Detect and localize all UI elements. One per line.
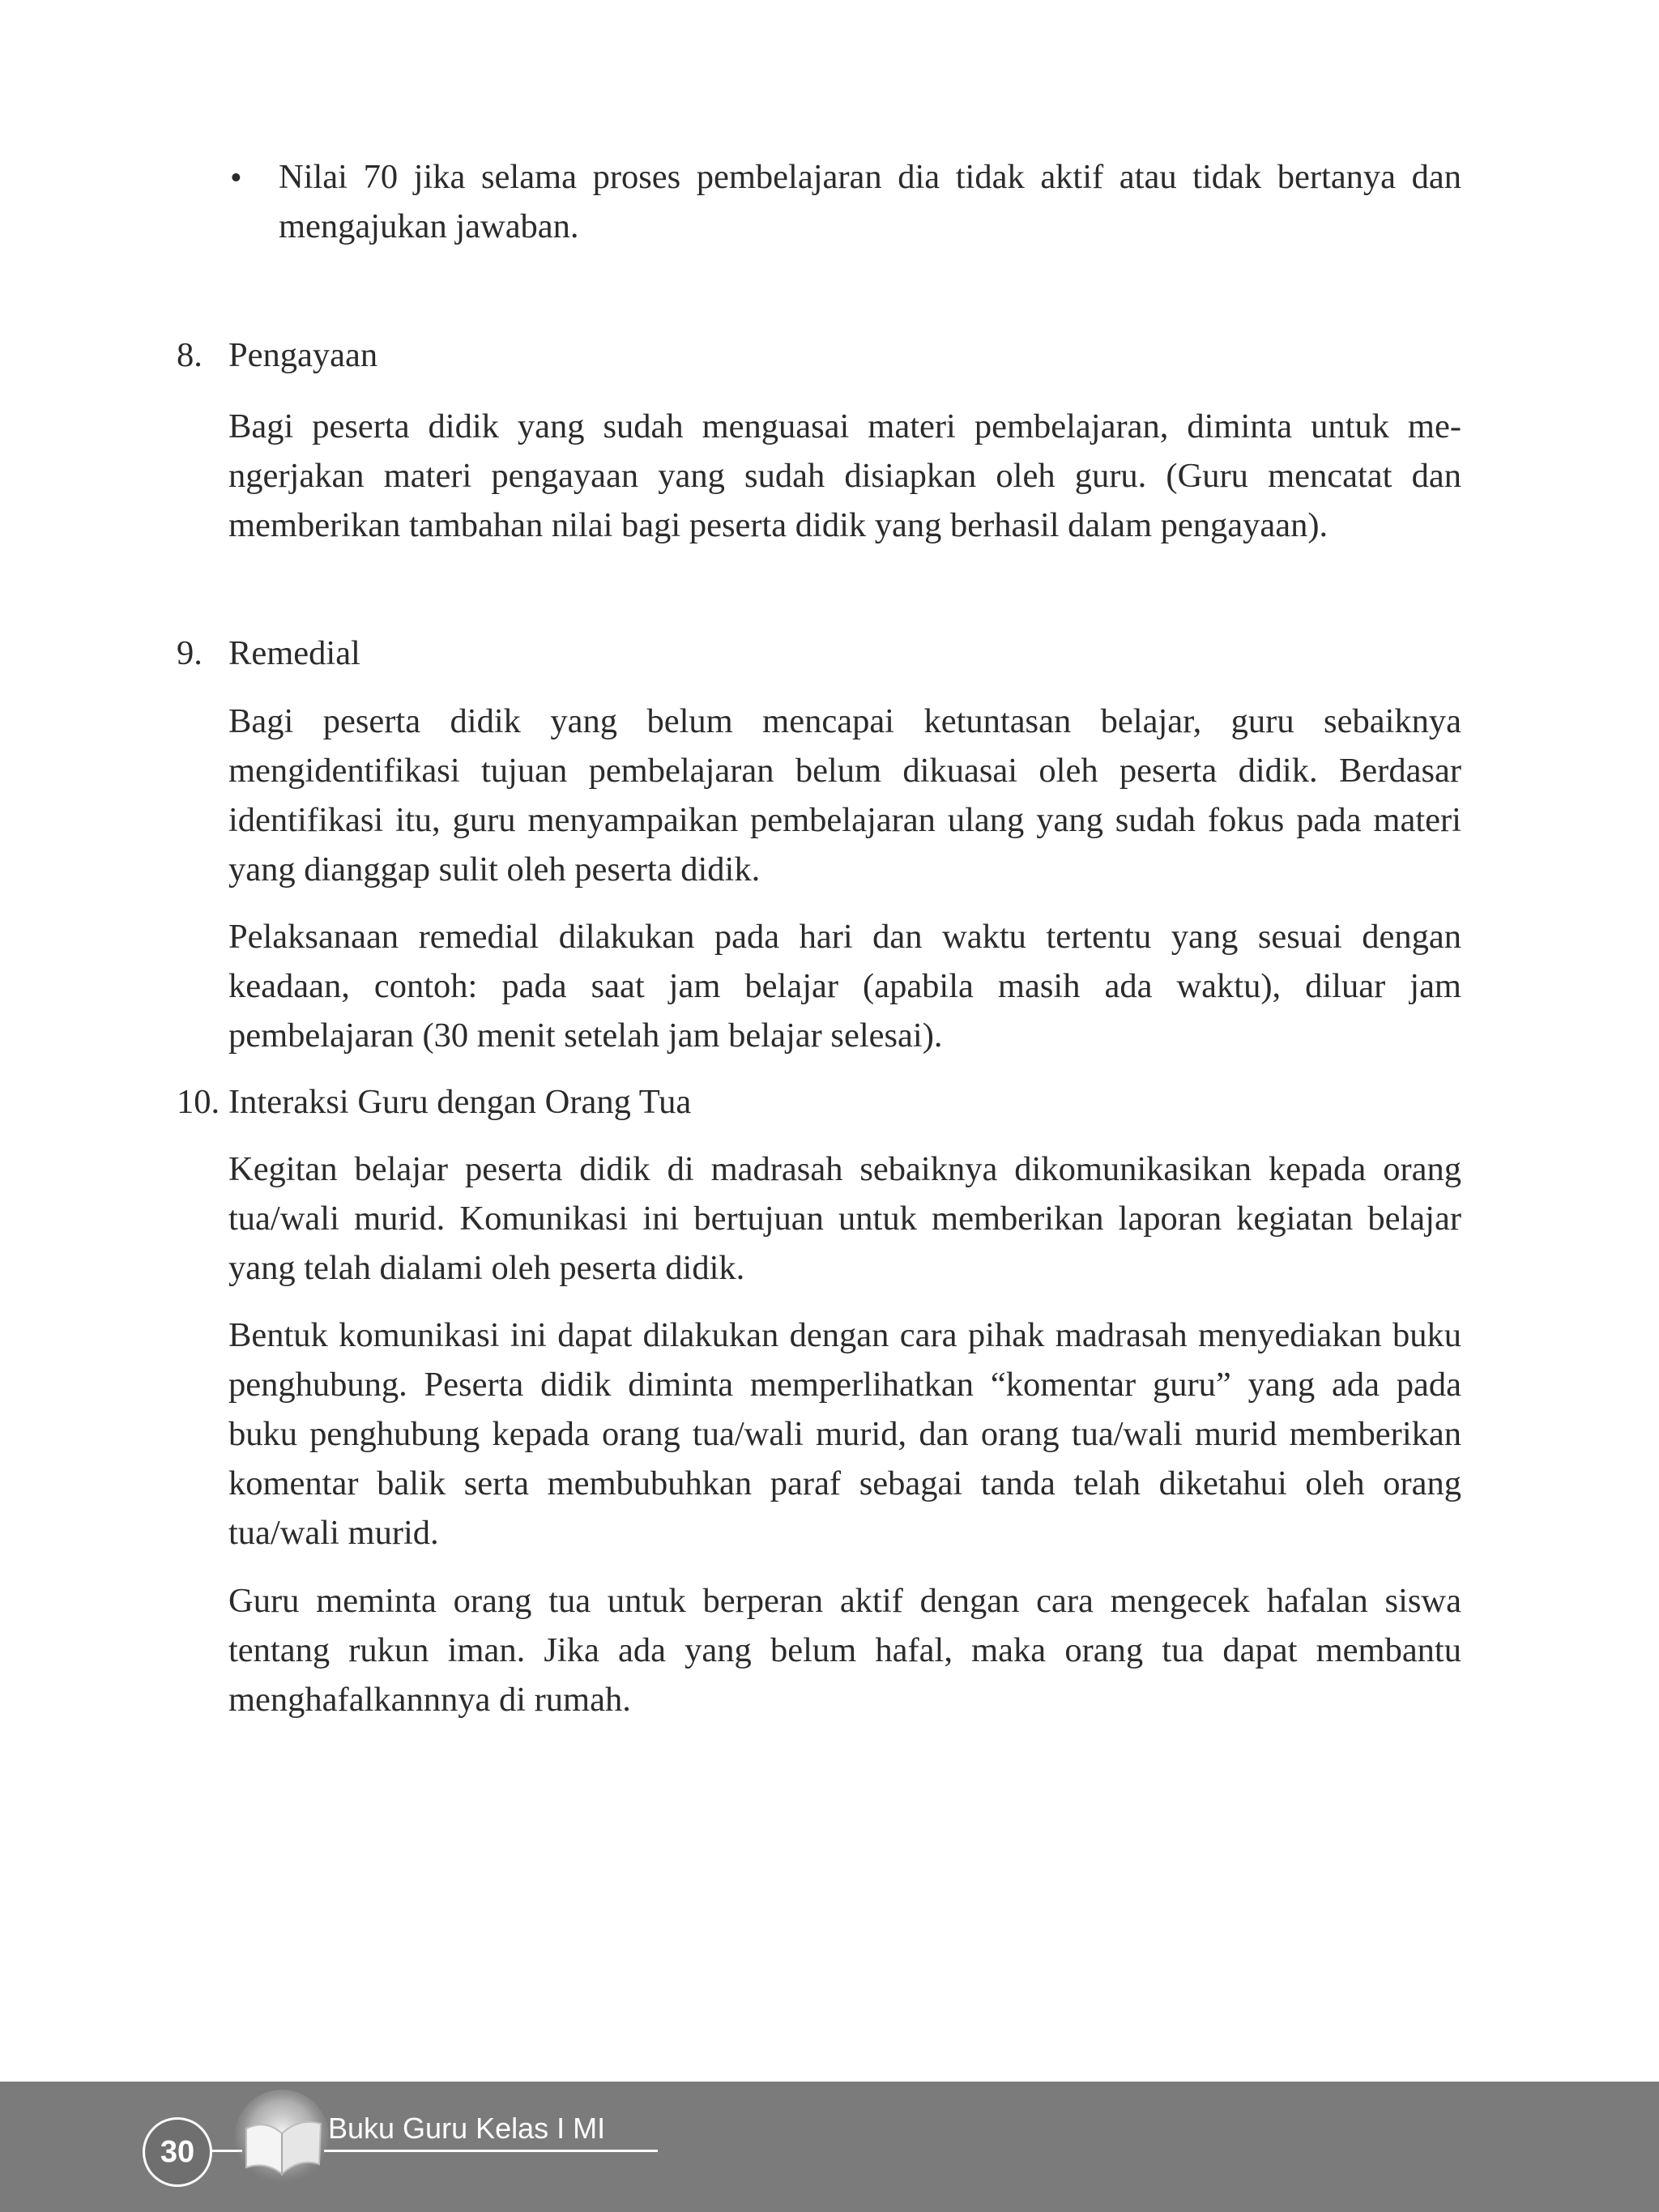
section-number: 10. [177, 1083, 220, 1121]
paragraph-pengayaan: Bagi peserta didik yang sudah menguasai materi pembelajaran, diminta untuk mengerjakan materi pengayaan yang sudah disiapkan oleh guru. (Guru mencatat dan memberikan tambahan nilai bagi peserta didik yang berhasil dalam pengayaan). [228, 407, 1461, 544]
book-icon [232, 2086, 337, 2192]
paragraph-remedial-2: Pelaksanaan remedial dilakukan pada hari dan waktu tertentu yang sesuai dengan keadaan, contoh: pada saat jam belajar (apabila masih ada waktu), diluar jam pembelajaran (30 menit setelah jam belajar selesai). [228, 918, 1461, 1055]
bullet-mark: • [230, 160, 242, 197]
section-title: Remedial [228, 634, 360, 672]
paragraph-interaksi-3: Guru meminta orang tua untuk berperan aktif dengan cara mengecek hafalan siswa tentang rukun iman. Jika ada yang belum hafal, maka orang tua dapat membantu menghafalkannnya di rumah. [228, 1582, 1461, 1719]
section-title: Interaksi Guru dengan Orang Tua [228, 1083, 692, 1121]
section-title: Pengayaan [228, 336, 378, 374]
paragraph-interaksi-2: Bentuk komunikasi ini dapat dilakukan dengan cara pihak madrasah menyediakan buku penghubung. Peserta didik diminta memperlihatkan “komentar guru” yang ada pada buku penghubung kepada orang tua/wali murid, dan orang tua/wali murid memberikan komentar balik serta membubuhkan paraf sebagai tanda telah diketahui oleh orang tua/wali murid. [228, 1316, 1461, 1552]
page-footer [0, 2082, 1659, 2212]
paragraph-interaksi-1: Kegitan belajar peserta didik di madrasah sebaiknya dikomunikasikan kepada orang tua/wali murid. Komunikasi ini bertujuan untuk memberikan laporan kegiatan belajar yang telah dialami oleh peserta didik. [228, 1150, 1461, 1287]
page-number: 30 [143, 2117, 212, 2187]
bullet-text: Nilai 70 jika selama proses pembelajaran dia tidak aktif atau tidak bertanya dan mengajukan jawaban. [279, 158, 1461, 245]
footer-title: Buku Guru Kelas I MI [328, 2112, 606, 2145]
footer-rule-right [324, 2150, 658, 2152]
section-number: 8. [177, 336, 203, 374]
paragraph-remedial-1: Bagi peserta didik yang belum mencapai ketuntasan belajar, guru sebaiknya mengidentifikasi tujuan pembelajaran belum dikuasai oleh peserta didik. Berdasar identifikasi itu, guru menyampaikan pembelajaran ulang yang sudah fokus pada materi yang dianggap sulit oleh peserta didik. [228, 702, 1461, 889]
section-number: 9. [177, 634, 203, 672]
